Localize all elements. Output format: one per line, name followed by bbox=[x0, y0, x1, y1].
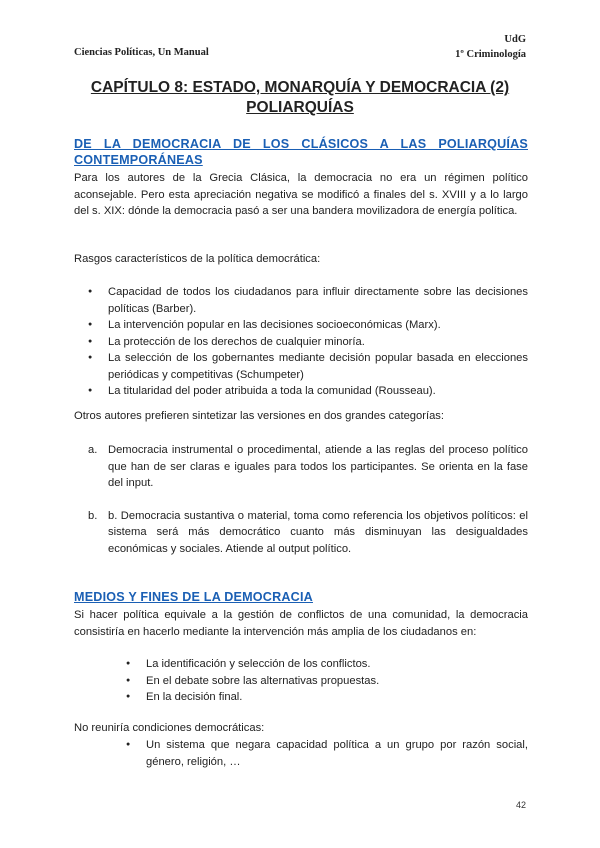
page-number: 42 bbox=[515, 800, 526, 810]
section2-intro: Si hacer política equivale a la gestión de conflictos de una comunidad, la democracia consistiría en hacerlo mediante la intervención más amplia de los ciudadanos en: bbox=[74, 609, 528, 638]
section2-heading: MEDIOS Y FINES DE LA DEMOCRACIA bbox=[74, 590, 313, 604]
rasgos-label: Rasgos característicos de la política democrática: bbox=[74, 253, 321, 265]
list-item: ● En la decisión final. bbox=[126, 689, 528, 706]
otros-label: Otros autores prefieren sintetizar las versiones en dos grandes categorías: bbox=[74, 410, 445, 422]
section1-heading: DE LA DEMOCRACIA DE LOS CLÁSICOS A LAS POLIARQUÍAS CONTEMPORÁNEAS bbox=[74, 137, 528, 167]
list-item: ● La intervención popular en las decisiones socioeconómicas (Marx). bbox=[88, 317, 528, 334]
list-item: ● Capacidad de todos los ciudadanos para influir directamente sobre las decisiones políticas (Barber). bbox=[88, 284, 528, 317]
list-item-text: b. Democracia sustantiva o material, toma como referencia los objetivos políticos: el sistema será más democrático cuanto más disminuyan las desigualdades económicas y sociales. Atiende al output político. bbox=[108, 509, 528, 555]
list-item: ● Un sistema que negara capacidad política a un grupo por razón social, género, religión, … bbox=[126, 737, 528, 770]
list-item: ● La titularidad del poder atribuida a toda la comunidad (Rousseau). bbox=[88, 383, 528, 400]
header-book-title: Ciencias Políticas, Un Manual bbox=[74, 47, 209, 58]
list-marker: a. bbox=[88, 444, 98, 456]
no-list bbox=[126, 737, 528, 770]
no-label: No reuniría condiciones democráticas: bbox=[74, 722, 265, 734]
header-degree: 1º Criminología bbox=[455, 49, 526, 60]
chapter-title bbox=[60, 78, 540, 118]
list-item-text: Democracia instrumental o procedimental, atiende a las reglas del proceso político que han de ser claras e iguales para todos los participantes. Se orienta en la fase del input. bbox=[108, 444, 528, 489]
header-university: UdG bbox=[504, 34, 526, 45]
list-item bbox=[88, 508, 528, 558]
chapter-title-line2: POLIARQUÍAS bbox=[246, 99, 354, 116]
list-item: ● En el debate sobre las alternativas propuestas. bbox=[126, 673, 528, 690]
chapter-title-line1: CAPÍTULO 8: ESTADO, MONARQUÍA Y DEMOCRACIA (2) bbox=[90, 79, 510, 96]
header-course bbox=[455, 32, 526, 62]
list-item: ● La identificación y selección de los conflictos. bbox=[126, 656, 528, 673]
section1-intro: Para los autores de la Grecia Clásica, la democracia no era un régimen político aconsejable. Pero esta apreciación negativa se modificó a finales del s. XVIII y a lo largo del s. XIX: dónde la democracia pasó a ser una bandera movilizadora de energía política. bbox=[74, 172, 528, 217]
medios-list bbox=[126, 656, 528, 706]
list-item: ● La selección de los gobernantes mediante decisión popular basada en elecciones periódicas y competitivas (Schumpeter) bbox=[88, 350, 528, 383]
list-marker: b. bbox=[88, 509, 98, 522]
categorias-list bbox=[88, 442, 528, 557]
list-item: ● La protección de los derechos de cualquier minoría. bbox=[88, 334, 528, 351]
rasgos-list bbox=[88, 284, 528, 400]
list-item bbox=[88, 442, 528, 492]
